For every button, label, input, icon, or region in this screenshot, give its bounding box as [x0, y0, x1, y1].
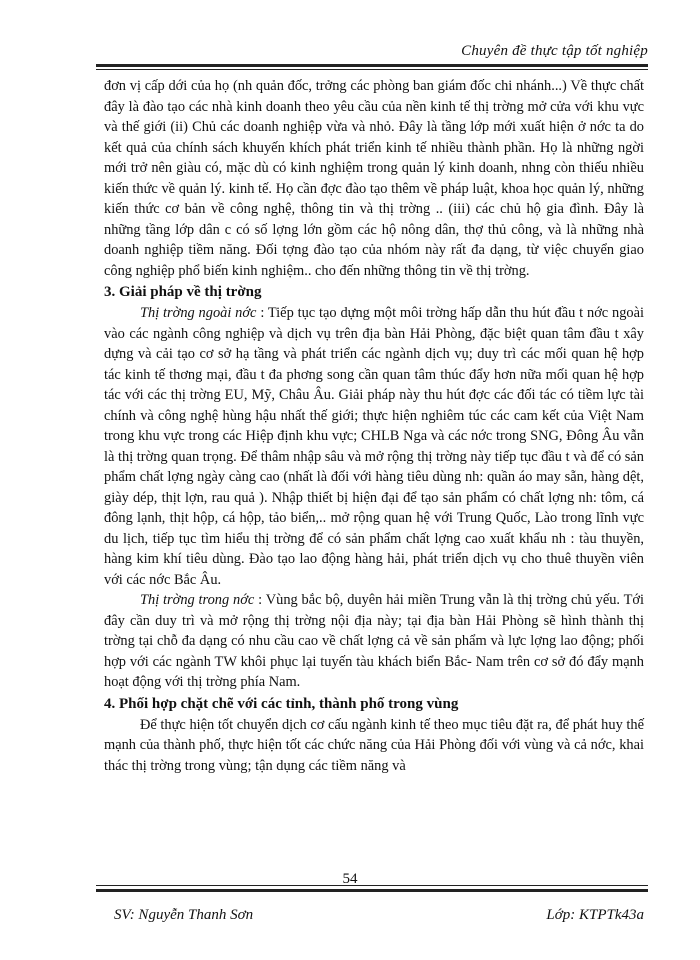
footer-rule-thick: [96, 889, 648, 892]
paragraph-2: [104, 303, 644, 590]
header-rule-thin: [96, 69, 648, 70]
paragraph-2-lead: Thị trờng ngoài nớc: [140, 305, 257, 321]
paragraph-4: Để thực hiện tốt chuyển dịch cơ cấu ngành kinh tế theo mục tiêu đặt ra, để phát huy thế mạnh của thành phố, thực hiện tốt các chức năng của Hải Phòng đối với vùng và cả nớc, khai thác thị trờng trong vùng; tận dụng các tiềm năng và: [104, 716, 644, 774]
section-heading-4: 4. Phối hợp chặt chẽ với các tỉnh, thành phố trong vùng: [104, 695, 459, 712]
document-body: [104, 76, 644, 776]
page-header: [96, 40, 648, 62]
header-rule-thick: [96, 64, 648, 67]
page-number: 54: [342, 871, 358, 887]
paragraph-1: đơn vị cấp dới của họ (nh quản đốc, trởng các phòng ban giám đốc chi nhánh...) Về thực chất đây là đào tạo các nhà kinh doanh theo yêu cầu của nền kinh tế thị trờng mở cửa với khu vực và thế giới (ii) Chủ các doanh nghiệp vừa và nhỏ. Đây là tầng lớp mới xuất hiện ở nớc ta do kết quả của chính sách khuyến khích phát triển kinh tế nhiều thành phần. Họ là những ngời mới trở nên giàu có, mặc dù có kinh nghiệm trong quản lý kinh doanh, nhng còn thiếu nhiều kiến thức về quản lý. kinh tế. Họ cần đợc đào tạo thêm về pháp luật, khoa học quản lý, những kiến thức cơ bản về công nghệ, thông tin và thị trờng .. (iii) các chủ hộ gia đình. Đây là những tầng lớp dân c có số lợng lớn gồm các hộ nông dân, thợ thủ công, và là những nhà doanh nghiệp tiềm năng. Đối tợng đào tạo của nhóm này rất đa dạng, từ việc chuyển giao công nghiệp phổ biến kinh nghiệm.. cho đến những thông tin về thị trờng.: [104, 78, 644, 279]
paragraph-3-text: : Vùng bắc bộ, duyên hải miền Trung vẫn là thị trờng chủ yếu. Tới đây cần duy trì và mở rộng thị trờng nội địa này; tại địa bàn Hải Phòng sẽ hình thành thị trờng tại chỗ đa dạng có nhu cầu cao về chất lợng cả về sản phẩm và lực lợng lao động; phối hợp với các ngành TW khôi phục lại tuyến tàu khách biển Bắc- Nam trên cơ sở đó đẩy mạnh hoạt động với thị trờng phía Nam.: [104, 592, 644, 690]
footer-class: Lớp: KTPTk43a: [546, 907, 644, 923]
paragraph-2-text: : Tiếp tục tạo dựng một môi trờng hấp dẫn thu hút đầu t nớc ngoài vào các ngành công nghiệp và dịch vụ trên địa bàn Hải Phòng, đặc biệt quan tâm đầu t xây dựng và cải tạo cơ sở hạ tầng và phát triển các ngành dịch vụ; duy trì các mối quan hệ hợp tác kinh tế thơng mại, đầu t đa phơng song cần quan tâm thúc đẩy hơn nữa mối quan hệ hợp tác với các thị trờng EU, Mỹ, Châu Âu. Giải pháp này thu hút đợc các đối tác có tiềm lực tài chính và công nghệ hùng hậu nhất thế giới; thực hiện nghiêm túc các cam kết của Việt Nam trong khu vực trong các Hiệp định khu vực; CHLB Nga và các nớc trong SNG, Đông Âu vẫn là thị trờng quan trọng. Để thâm nhập sâu và mở rộng thị trờng này tiếp tục đầu t và để có sản phẩm chất lợng ngày càng cao (nhất là đối với hàng tiêu dùng nh: quần áo may sẵn, hàng dệt, giày dép, thịt lợn, rau quả ). Nhập thiết bị hiện đại để tạo sản phẩm có chất lợng nh: tôm, cá đông lạnh, thịt hộp, cá hộp, tảo biển,.. mở rộng quan hệ với Trung Quốc, Lào trong lĩnh vực du lịch, tiếp tục tìm hiểu thị trờng để có sản phẩm chất lợng cao xuất khẩu nh : tàu thuyền, hàng kim khí tiêu dùng. Đào tạo lao động hàng hải, phát triển dịch vụ cho thuê thuyền viên với các nớc Bắc Âu.: [104, 305, 645, 588]
section-heading-3: 3. Giải pháp về thị trờng: [104, 284, 262, 300]
footer-author: SV: Nguyễn Thanh Sơn: [114, 907, 254, 923]
paragraph-3: [104, 590, 644, 693]
paragraph-3-lead: Thị trờng trong nớc: [140, 592, 255, 608]
page-footer: [104, 904, 644, 926]
footer-rule-thin: [96, 885, 648, 886]
header-title: Chuyên đề thực tập tốt nghiệp: [461, 43, 648, 59]
